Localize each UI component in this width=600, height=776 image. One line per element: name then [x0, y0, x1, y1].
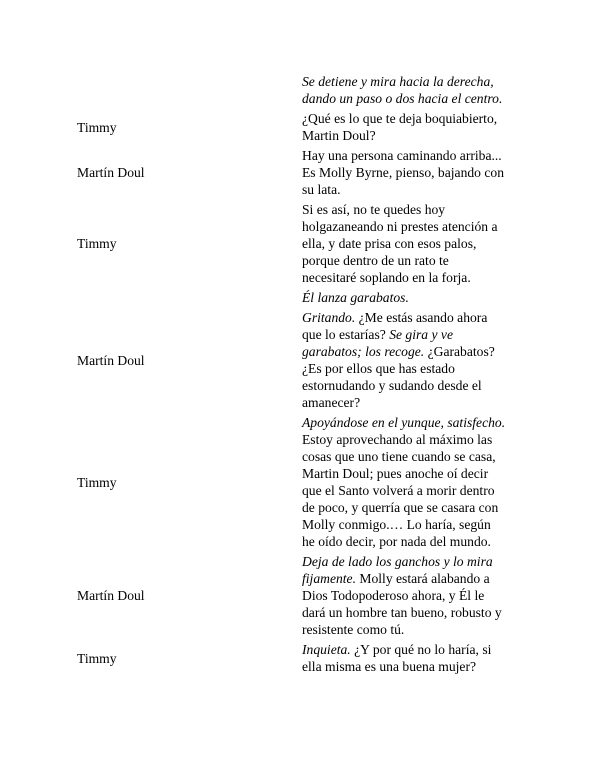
- stage-direction: Se detiene y mira hacia la derecha,: [302, 74, 494, 89]
- spoken-text: dará un hombre tan bueno, robusto y: [302, 605, 502, 620]
- spoken-text: porque dentro de un rato te: [302, 253, 449, 268]
- stage-direction: Él lanza garabatos.: [302, 290, 409, 305]
- spoken-text: resistente como tú.: [302, 622, 405, 637]
- dialogue-line: [302, 235, 542, 252]
- dialogue-line: [302, 73, 542, 90]
- stage-direction: Deja de lado los ganchos y lo mira: [302, 554, 493, 569]
- spoken-text: que lo estarías?: [302, 327, 390, 342]
- dialogue-line: [302, 621, 542, 638]
- dialogue-line: [302, 482, 542, 499]
- spoken-text: su lata.: [302, 182, 341, 197]
- dialogue-line: [302, 394, 542, 411]
- dialogue-text: [302, 309, 542, 411]
- dialogue-line: [302, 414, 542, 431]
- dialogue-line: [302, 499, 542, 516]
- spoken-text: Martin Doul?: [302, 128, 376, 143]
- speaker-name: Timmy: [77, 475, 117, 490]
- dialogue-line: [302, 516, 542, 533]
- dialogue-line: [302, 252, 542, 269]
- dialogue-line: [302, 641, 542, 658]
- speaker-name: Timmy: [77, 236, 117, 251]
- dialogue-line: [302, 309, 542, 326]
- dialogue-line: [302, 570, 542, 587]
- dialogue-text: [302, 147, 542, 198]
- spoken-text: ¿Qué es lo que te deja boquiabierto,: [302, 111, 498, 126]
- spoken-text: ella misma es una buena mujer?: [302, 659, 477, 674]
- dialogue-text: [302, 414, 542, 550]
- spoken-text: ¿Me estás asando ahora: [355, 310, 488, 325]
- spoken-text: cosas que uno tiene cuando se casa,: [302, 449, 496, 464]
- dialogue-text: [302, 641, 542, 675]
- dialogue-text: [302, 73, 542, 107]
- dialogue-row: [0, 414, 600, 550]
- spoken-text: ¿Garabatos?: [424, 344, 495, 359]
- spoken-text: ¿Es por ellos que has estado: [302, 361, 455, 376]
- stage-direction: dando un paso o dos hacia el centro.: [302, 91, 503, 106]
- dialogue-line: [302, 604, 542, 621]
- spoken-text: Molly estará alabando a: [355, 571, 490, 586]
- stage-direction: Gritando.: [302, 310, 356, 325]
- dialogue-line: [302, 465, 542, 482]
- dialogue-line: [302, 587, 542, 604]
- dialogue-row: [0, 201, 600, 286]
- spoken-text: necesitaré soplando en la forja.: [302, 270, 471, 285]
- stage-direction: garabatos; los recoge.: [302, 344, 425, 359]
- dialogue-line: [302, 181, 542, 198]
- dialogue-line: [302, 218, 542, 235]
- speaker-name: Martín Doul: [77, 588, 145, 603]
- dialogue-row: [0, 110, 600, 144]
- dialogue-line: [302, 533, 542, 550]
- speaker-name: Martín Doul: [77, 353, 145, 368]
- dialogue-line: [302, 147, 542, 164]
- dialogue-line: [302, 289, 542, 306]
- spoken-text: he oído decir, por nada del mundo.: [302, 534, 491, 549]
- spoken-text: ella, y date prisa con esos palos,: [302, 236, 477, 251]
- dialogue-line: [302, 110, 542, 127]
- stage-direction: fijamente.: [302, 571, 356, 586]
- spoken-text: Molly conmigo.… Lo haría, según: [302, 517, 491, 532]
- spoken-text: Hay una persona caminando arriba...: [302, 148, 502, 163]
- dialogue-line: [302, 164, 542, 181]
- dialogue-row: [0, 147, 600, 198]
- dialogue-text: [302, 553, 542, 638]
- dialogue-line: [302, 201, 542, 218]
- spoken-text: ¿Y por qué no lo haría, si: [350, 642, 492, 657]
- dialogue-text: [302, 110, 542, 144]
- spoken-text: Martin Doul; pues anoche oí decir: [302, 466, 489, 481]
- dialogue-line: [302, 269, 542, 286]
- spoken-text: Dios Todopoderoso ahora, y Él le: [302, 588, 485, 603]
- dialogue-line: [302, 326, 542, 343]
- dialogue-line: [302, 553, 542, 570]
- dialogue-row: [0, 289, 600, 306]
- spoken-text: Estoy aprovechando al máximo las: [302, 432, 493, 447]
- dialogue-line: [302, 431, 542, 448]
- dialogue-line: [302, 360, 542, 377]
- speaker-name: Timmy: [77, 120, 117, 135]
- spoken-text: que el Santo volverá a morir dentro: [302, 483, 495, 498]
- dialogue-text: [302, 289, 542, 306]
- speaker-name: Martín Doul: [77, 165, 145, 180]
- stage-direction: Apoyándose en el yunque, satisfecho.: [302, 415, 506, 430]
- speaker-name: Timmy: [77, 651, 117, 666]
- stage-direction: Se gira y ve: [389, 327, 453, 342]
- dialogue-text: [302, 201, 542, 286]
- dialogue-line: [302, 127, 542, 144]
- stage-direction: Inquieta.: [302, 642, 351, 657]
- dialogue-line: [302, 343, 542, 360]
- dialogue-line: [302, 90, 542, 107]
- spoken-text: Es Molly Byrne, pienso, bajando con: [302, 165, 504, 180]
- spoken-text: de poco, y querría que se casara con: [302, 500, 499, 515]
- dialogue-row: [0, 73, 600, 107]
- dialogue-line: [302, 658, 542, 675]
- spoken-text: estornudando y sudando desde el: [302, 378, 482, 393]
- spoken-text: amanecer?: [302, 395, 361, 410]
- dialogue-row: [0, 641, 600, 675]
- dialogue-line: [302, 377, 542, 394]
- dialogue-row: [0, 309, 600, 411]
- spoken-text: holgazaneando ni prestes atención a: [302, 219, 498, 234]
- dialogue-row: [0, 553, 600, 638]
- spoken-text: Si es así, no te quedes hoy: [302, 202, 446, 217]
- dialogue-line: [302, 448, 542, 465]
